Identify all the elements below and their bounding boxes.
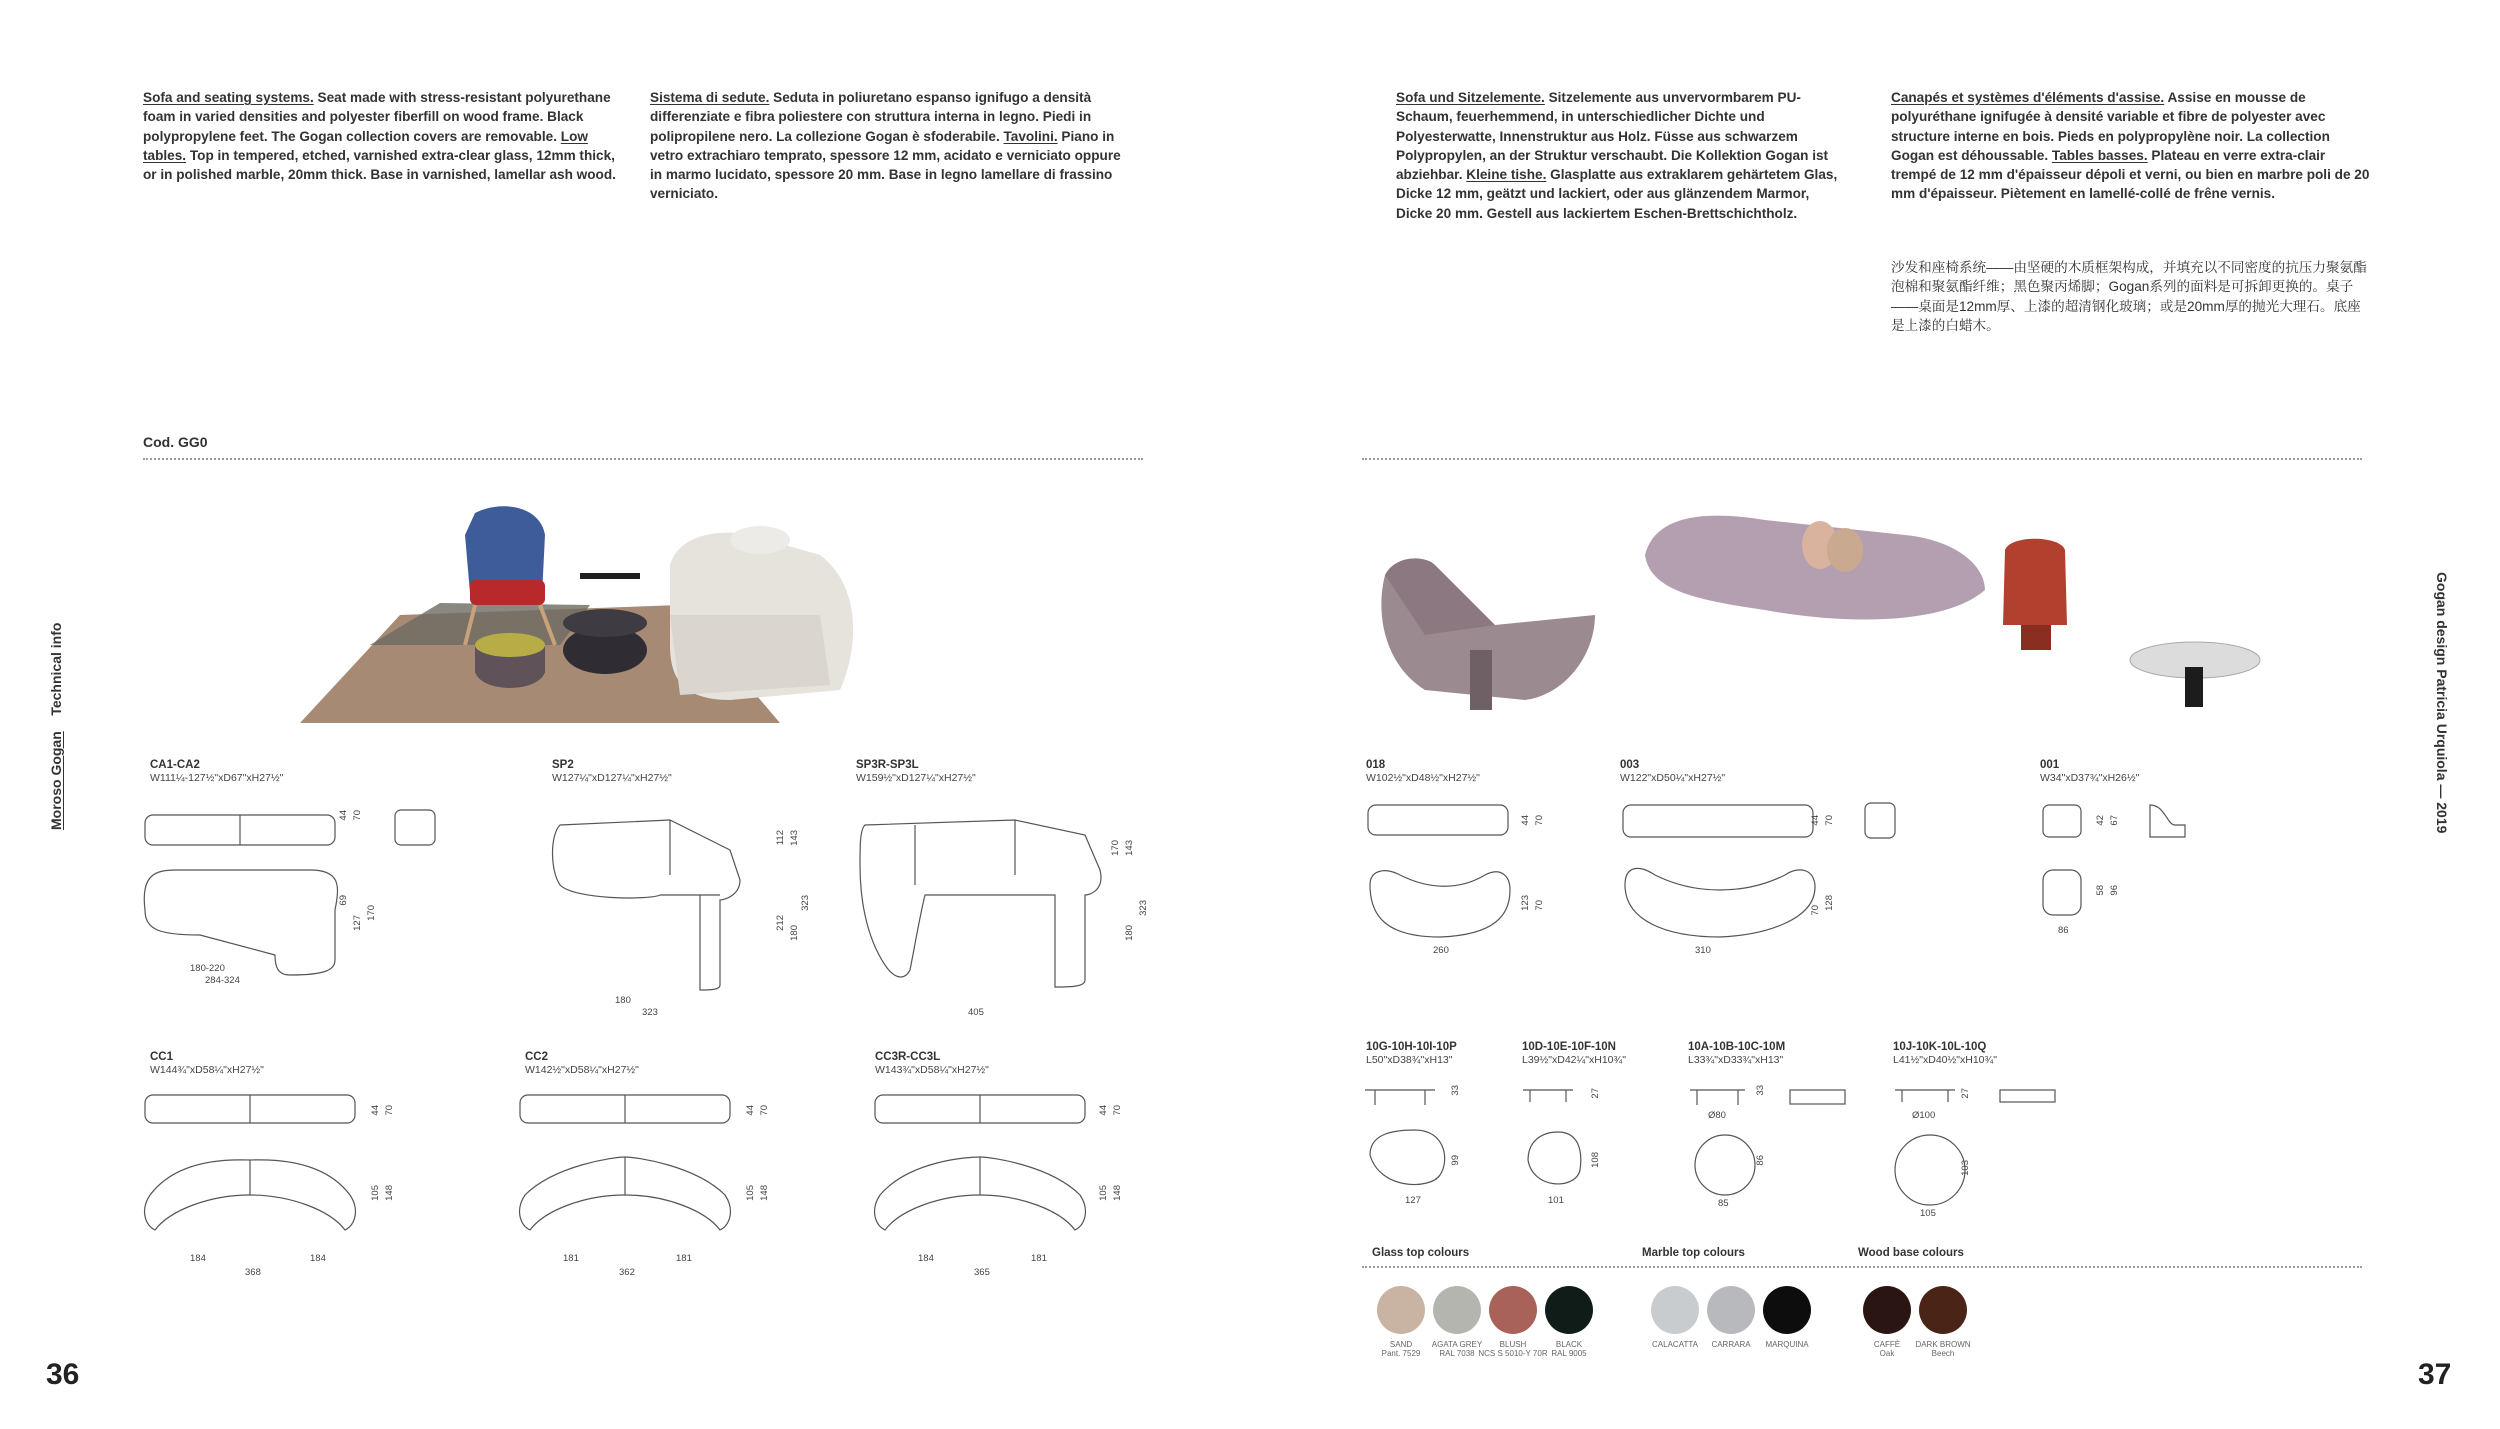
swatch-circle [1433, 1286, 1481, 1334]
drawing-001 [2035, 795, 2235, 945]
dim-001-86: 86 [2058, 925, 2069, 936]
divider-colours [1362, 1266, 2362, 1268]
dim-cc2-70: 70 [759, 1105, 770, 1116]
dim-10g-33: 33 [1450, 1085, 1461, 1096]
dim-cc3-184: 184 [918, 1253, 934, 1264]
dim-sp2-323: 323 [800, 895, 811, 911]
swatch-circle [1707, 1286, 1755, 1334]
text-fr: Canapés et systèmes d'éléments d'assise. Assise en mousse de polyuréthane ignifugée à densité variable et fibre de polyester avec structure interne en bois. Pieds en polypropylène noir. La collection Gogan est déhoussable. Tables basses. Plateau en verre extra-clair trempé de 12 mm d'épaisseur dépoli et verni, ou bien en marbre poli de 20 mm d'épaisseur. Piètement en lamellé-collé de frêne vernis. [1891, 90, 2370, 202]
dim-10a-d80: Ø80 [1708, 1110, 1726, 1121]
text-zh: 沙发和座椅系统——由坚硬的木质框架构成，并填充以不同密度的抗压力聚氨酯泡棉和聚氨酯纤维；黑色聚丙烯脚；Gogan系列的面料是可拆卸更换的。桌子——桌面是12mm厚、上漆的超清钢化玻璃；或是20mm厚的抛光大理石。底座是上漆的白蜡木。 [1891, 260, 2367, 333]
swatch-code: Beech [1931, 1349, 1955, 1358]
swatch-circle [1545, 1286, 1593, 1334]
swatch-circle [1919, 1286, 1967, 1334]
dim-10a-85: 85 [1718, 1198, 1729, 1209]
marble-colours-label: Marble top colours [1642, 1247, 1745, 1259]
swatch-circle [1763, 1286, 1811, 1334]
swatch-name: CALACATTA [1652, 1340, 1698, 1349]
dim-sp2-143: 143 [789, 830, 800, 846]
drawing-10j [1890, 1080, 2070, 1220]
dim-10j-d100: Ø100 [1912, 1110, 1936, 1121]
product-code-label: Cod. GG0 [143, 434, 208, 450]
swatch-circle [1489, 1286, 1537, 1334]
dim-cc2-181b: 181 [676, 1253, 692, 1264]
photo-living-room-left [260, 495, 960, 745]
dim-10a-33: 33 [1755, 1085, 1766, 1096]
swatch-name: CAFFÈ [1873, 1340, 1901, 1349]
drawing-sp2 [550, 795, 800, 1005]
dim-sp2-323-h: 323 [642, 1007, 658, 1018]
drawing-cc1 [140, 1085, 390, 1255]
dim-cc1-368: 368 [245, 1267, 261, 1278]
dim-10j-105: 105 [1920, 1208, 1936, 1219]
swatch-name: MARQUINA [1765, 1340, 1809, 1349]
swatch-name: BLACK [1555, 1340, 1583, 1349]
dim-ca-70: 70 [352, 810, 363, 821]
dim-003-310: 310 [1695, 945, 1711, 956]
dim-cc2-362: 362 [619, 1267, 635, 1278]
dim-cc1-184b: 184 [310, 1253, 326, 1264]
dim-cc2-181a: 181 [563, 1253, 579, 1264]
dim-001-58: 58 [2095, 885, 2106, 896]
dim-001-42: 42 [2095, 815, 2106, 826]
dim-cc2-105: 105 [745, 1185, 756, 1201]
drawing-10d [1518, 1080, 1618, 1210]
dim-cc3-365: 365 [974, 1267, 990, 1278]
product-ca1-ca2: CA1-CA2 W111¼-127½"xD67"xH27½" [150, 759, 284, 784]
swatch-item [1534, 1286, 1604, 1358]
swatch-item [1752, 1286, 1822, 1349]
drawing-003 [1615, 795, 1945, 960]
dim-cc3-148: 148 [1112, 1185, 1123, 1201]
dim-10j-27: 27 [1960, 1088, 1971, 1099]
glass-colours-label: Glass top colours [1372, 1247, 1470, 1259]
dim-cc1-184a: 184 [190, 1253, 206, 1264]
swatch-code: NCS S 5010-Y 70R [1478, 1349, 1548, 1358]
dim-003-128: 128 [1824, 895, 1835, 911]
dim-cc1-105: 105 [370, 1185, 381, 1201]
dim-018-44: 44 [1520, 815, 1531, 826]
swatch-code: Pant. 7529 [1381, 1349, 1421, 1358]
text-de: Sofa und Sitzelemente. Sitzelemente aus unvervormbarem PU-Schaum, feuerhemmend, in unterschiedlicher Dichte und Polyesterwatte, Innenstruktur aus Holz. Füsse aus schwarzem Polypropylen, an der Struktur verschaubt. Die Kollektion Gogan ist abziehbar. Kleine tishe. Glasplatte aus extraklarem gehärtetem Glas, Dicke 12 mm, geätzt und lackiert, oder aus glänzendem Marmor, Dicke 20 mm. Gestell aus lackiertem Eschen-Brettschichtholz. [1396, 90, 1838, 221]
product-003: 003 W122"xD50¼"xH27½" [1620, 759, 1726, 784]
dim-sp3-170: 170 [1110, 840, 1121, 856]
product-10j: 10J-10K-10L-10Q L41½"xD40½"xH10¾" [1893, 1041, 1997, 1066]
dim-003-70b: 70 [1810, 905, 1821, 916]
dim-10a-86: 86 [1755, 1155, 1766, 1166]
text-en: Sofa and seating systems. Seat made with stress-resistant polyurethane foam in varied densities and polyester fiberfill on wood frame. Black polypropylene feet. The Gogan collection covers are removable. Low tables. Top in tempered, etched, varnished extra-clear glass, 12mm thick, or in polished marble, 20mm thick. Base in varnished, lamellar ash wood. [143, 90, 616, 183]
dim-ca-127: 127 [352, 915, 363, 931]
drawing-sp3 [855, 795, 1155, 1005]
divider-left [143, 458, 1143, 460]
product-10g: 10G-10H-10I-10P L50"xD38¾"xH13" [1366, 1041, 1457, 1066]
product-018: 018 W102½"xD48½"xH27½" [1366, 759, 1480, 784]
dim-sp2-180: 180 [789, 925, 800, 941]
product-sp2: SP2 W127¼"xD127¼"xH27½" [552, 759, 672, 784]
dim-001-67: 67 [2109, 815, 2120, 826]
wood-colours-label: Wood base colours [1858, 1247, 1964, 1259]
dim-ca-170: 170 [366, 905, 377, 921]
product-cc1: CC1 W144¾"xD58¼"xH27½" [150, 1051, 264, 1076]
dim-018-123: 123 [1520, 895, 1531, 911]
product-cc3: CC3R-CC3L W143¾"xD58¼"xH27½" [875, 1051, 989, 1076]
dim-cc2-148: 148 [759, 1185, 770, 1201]
dim-003-44: 44 [1810, 815, 1821, 826]
dim-ca-69: 69 [338, 895, 349, 906]
dim-10d-27: 27 [1590, 1088, 1601, 1099]
dim-cc2-44: 44 [745, 1105, 756, 1116]
drawing-cc2 [515, 1085, 765, 1255]
dim-cc1-148: 148 [384, 1185, 395, 1201]
dim-003-70: 70 [1824, 815, 1835, 826]
dim-cc3-70: 70 [1112, 1105, 1123, 1116]
drawing-10a [1685, 1080, 1865, 1210]
sidebar-right: Gogan design Patricia Urquiola — 2019 [2434, 572, 2450, 834]
swatch-circle [1377, 1286, 1425, 1334]
product-sp3: SP3R-SP3L W159½"xD127¼"xH27½" [856, 759, 976, 784]
swatch-name: CARRARA [1711, 1340, 1751, 1349]
swatch-name: DARK BROWN [1915, 1340, 1971, 1349]
dim-10d-108: 108 [1590, 1152, 1601, 1168]
dim-018-260: 260 [1433, 945, 1449, 956]
dim-001-96: 96 [2109, 885, 2120, 896]
dim-ca-284-324: 284-324 [205, 975, 240, 986]
product-001: 001 W34"xD37¾"xH26½" [2040, 759, 2140, 784]
swatch-code: RAL 7038 [1439, 1349, 1475, 1358]
sidebar-left: Moroso Gogan Technical info [48, 622, 64, 830]
dim-ca-44: 44 [338, 810, 349, 821]
drawing-cc3 [870, 1085, 1120, 1255]
swatch-name: BLUSH [1499, 1340, 1527, 1349]
swatch-item [1908, 1286, 1978, 1358]
page-number-right: 37 [2418, 1358, 2452, 1391]
dim-sp3-143: 143 [1124, 840, 1135, 856]
page-number-left: 36 [46, 1358, 80, 1391]
dim-018-70: 70 [1534, 815, 1545, 826]
drawing-10g [1360, 1080, 1460, 1210]
photo-sofas-right [1345, 495, 2345, 745]
dim-cc3-44: 44 [1098, 1105, 1109, 1116]
product-cc2: CC2 W142½"xD58¼"xH27½" [525, 1051, 639, 1076]
dim-10j-103: 103 [1960, 1160, 1971, 1176]
swatch-code: RAL 9005 [1551, 1349, 1587, 1358]
swatch-circle [1863, 1286, 1911, 1334]
dim-sp2-212: 212 [775, 915, 786, 931]
dim-cc3-181: 181 [1031, 1253, 1047, 1264]
dim-sp3-180: 180 [1124, 925, 1135, 941]
product-10d: 10D-10E-10F-10N L39½"xD42¼"xH10¾" [1522, 1041, 1626, 1066]
dim-cc1-44: 44 [370, 1105, 381, 1116]
dim-cc3-105: 105 [1098, 1185, 1109, 1201]
dim-sp3-405: 405 [968, 1007, 984, 1018]
dim-018-70b: 70 [1534, 900, 1545, 911]
swatch-name: SAND [1389, 1340, 1413, 1349]
divider-right [1362, 458, 2362, 460]
dim-cc1-70: 70 [384, 1105, 395, 1116]
dim-sp3-323: 323 [1138, 900, 1149, 916]
swatch-circle [1651, 1286, 1699, 1334]
dim-sp2-180-h: 180 [615, 995, 631, 1006]
swatch-code: Oak [1879, 1349, 1895, 1358]
dim-10d-101: 101 [1548, 1195, 1564, 1206]
swatch-name: AGATA GREY [1431, 1340, 1483, 1349]
product-10a: 10A-10B-10C-10M L33¾"xD33¾"xH13" [1688, 1041, 1786, 1066]
dim-sp2-112: 112 [775, 830, 786, 846]
drawing-018 [1360, 795, 1520, 960]
dim-10g-127: 127 [1405, 1195, 1421, 1206]
dim-ca-180-220: 180-220 [190, 963, 225, 974]
text-it: Sistema di sedute. Seduta in poliuretano espanso ignifugo a densità differenziate e fibra poliestere con struttura interna in legno. Piedi in polipropilene nero. La collezione Gogan è sfoderabile. Tavolini. Piano in vetro extrachiaro temprato, spessore 12 mm, acidato e verniciato oppure in marmo lucidato, spessore 20 mm. Base in legno lamellare di frassino verniciato. [650, 90, 1121, 202]
dim-10g-99: 99 [1450, 1155, 1461, 1166]
